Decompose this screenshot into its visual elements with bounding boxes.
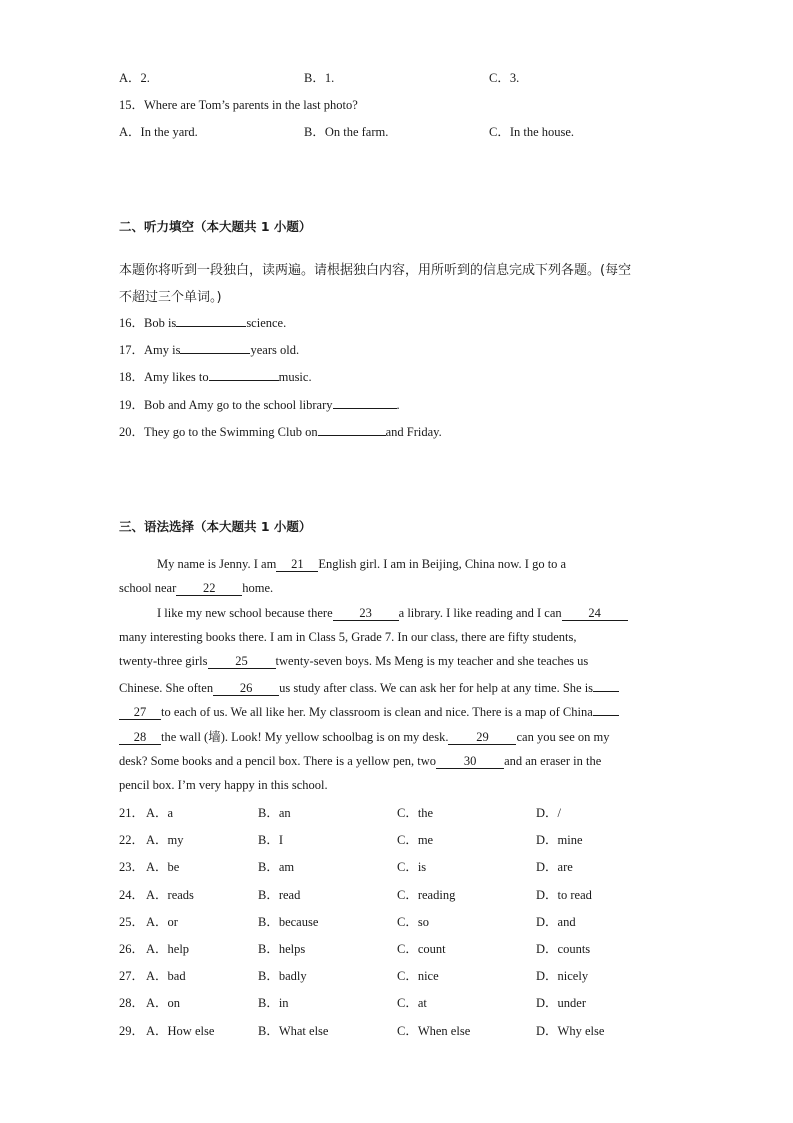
option-a[interactable]: A．be: [146, 860, 180, 874]
option-b[interactable]: B．What else: [258, 1024, 329, 1038]
option-b[interactable]: B．because: [258, 915, 319, 929]
option-a[interactable]: A．on: [146, 996, 181, 1010]
passage-blank-26: 26: [213, 682, 279, 696]
passage-blank-24: 24: [562, 607, 628, 621]
option-c[interactable]: C．reading: [397, 888, 456, 902]
option-b[interactable]: B．helps: [258, 942, 306, 956]
passage-blank-28-start: [593, 702, 619, 716]
passage-line-5: [119, 654, 679, 669]
passage-text: twenty-three girls: [119, 654, 208, 668]
fill-item-20-post: and Friday.: [385, 425, 442, 439]
passage-text: I like my new school because there: [157, 606, 333, 620]
question-number: 24．: [119, 888, 145, 902]
fill-blank-16[interactable]: [176, 313, 246, 327]
passage-text: the wall (墙). Look! My yellow schoolbag is on my desk.: [161, 730, 449, 744]
option-d[interactable]: D．under: [536, 996, 586, 1010]
passage-text: twenty-seven boys. Ms Meng is my teacher and she teaches us: [275, 654, 589, 668]
passage-text: to each of us. We all like her. My classroom is clean and nice. There is a map of China: [161, 705, 593, 719]
section2-instruction-line2: 不超过三个单词。): [119, 290, 222, 305]
passage-text: Chinese. She often: [119, 681, 214, 695]
q15-option-b: B．On the farm.: [304, 125, 389, 139]
passage-line-10: pencil box. I’m very happy in this school.: [119, 778, 328, 792]
passage-text: My name is Jenny. I am: [157, 557, 277, 571]
q15-option-a: A．In the yard.: [119, 125, 198, 139]
option-a[interactable]: A．bad: [146, 969, 186, 983]
option-c[interactable]: C．me: [397, 833, 434, 847]
option-c[interactable]: C．the: [397, 806, 434, 820]
option-b[interactable]: B．badly: [258, 969, 307, 983]
option-b[interactable]: B．in: [258, 996, 289, 1010]
passage-blank-30: 30: [436, 755, 504, 769]
passage-text: home.: [242, 581, 274, 595]
option-a[interactable]: A．reads: [146, 888, 194, 902]
fill-blank-20[interactable]: [318, 422, 386, 436]
fill-item-16-post: science.: [246, 316, 287, 330]
fill-item-19-pre: 19．Bob and Amy go to the school library: [119, 398, 333, 412]
question-number: 27．: [119, 969, 145, 983]
fill-item-17-pre: 17．Amy is: [119, 343, 181, 357]
option-c[interactable]: C．count: [397, 942, 446, 956]
option-b[interactable]: B．an: [258, 806, 291, 820]
passage-text: English girl. I am in Beijing, China now. I go to a: [318, 557, 567, 571]
option-d[interactable]: D．are: [536, 860, 573, 874]
passage-text: can you see on my: [516, 730, 610, 744]
passage-text: us study after class. We can ask her for help at any time. She is: [279, 681, 594, 695]
option-b[interactable]: B．read: [258, 888, 301, 902]
option-a[interactable]: A．help: [146, 942, 190, 956]
fill-blank-17[interactable]: [180, 340, 250, 354]
passage-line-8: [119, 727, 679, 745]
question-number: 29．: [119, 1024, 145, 1038]
q15-option-c: C．In the house.: [489, 125, 575, 139]
option-b[interactable]: B．I: [258, 833, 284, 847]
option-d[interactable]: D．nicely: [536, 969, 589, 983]
section3-title: 三、语法选择（本大题共 1 小题）: [119, 519, 312, 534]
passage-blank-28: 28: [119, 731, 161, 745]
fill-item-19-post: .: [396, 398, 400, 412]
option-a[interactable]: A．a: [146, 806, 174, 820]
section2-title: 二、听力填空（本大题共 1 小题）: [119, 219, 312, 234]
fill-item-20: [119, 422, 442, 440]
option-d[interactable]: D．counts: [536, 942, 591, 956]
passage-line-3: [157, 606, 717, 621]
passage-line-9: [119, 754, 679, 769]
option-d[interactable]: D．Why else: [536, 1024, 605, 1038]
passage-blank-27: 27: [119, 706, 161, 720]
fill-item-19: [119, 395, 400, 413]
option-d[interactable]: D．to read: [536, 888, 592, 902]
q14-option-c: C．3.: [489, 71, 520, 85]
section2-instruction-line1: 本题你将听到一段独白，读两遍。请根据独白内容，用所听到的信息完成下列各题。(每空: [119, 263, 632, 278]
option-d[interactable]: D．/: [536, 806, 562, 820]
fill-blank-19[interactable]: [333, 395, 397, 409]
option-c[interactable]: C．When else: [397, 1024, 471, 1038]
question-number: 26．: [119, 942, 145, 956]
fill-item-18: [119, 367, 312, 385]
option-a[interactable]: A．or: [146, 915, 178, 929]
passage-text: a library. I like reading and I can: [398, 606, 562, 620]
fill-item-16-pre: 16．Bob is: [119, 316, 177, 330]
fill-item-18-pre: 18．Amy likes to: [119, 370, 209, 384]
option-b[interactable]: B．am: [258, 860, 295, 874]
q14-option-a: A．2.: [119, 71, 150, 85]
passage-blank-25: 25: [208, 655, 276, 669]
fill-item-20-pre: 20．They go to the Swimming Club on: [119, 425, 318, 439]
option-c[interactable]: C．at: [397, 996, 427, 1010]
q14-option-b: B．1.: [304, 71, 335, 85]
passage-blank-27-start: [593, 678, 619, 692]
option-c[interactable]: C．is: [397, 860, 427, 874]
passage-line-1: [157, 557, 717, 572]
passage-text: school near: [119, 581, 177, 595]
question-number: 22．: [119, 833, 145, 847]
passage-line-2: [119, 581, 679, 596]
option-c[interactable]: C．so: [397, 915, 429, 929]
passage-text: and an eraser in the: [504, 754, 602, 768]
option-c[interactable]: C．nice: [397, 969, 439, 983]
question-number: 25．: [119, 915, 145, 929]
passage-line-6: [119, 678, 679, 696]
fill-item-16: [119, 313, 286, 331]
passage-text: desk? Some books and a pencil box. There is a yellow pen, two: [119, 754, 437, 768]
question-number: 28．: [119, 996, 145, 1010]
fill-item-18-post: music.: [278, 370, 312, 384]
passage-line-7: [119, 702, 679, 720]
question-number: 21．: [119, 806, 145, 820]
passage-line-4: many interesting books there. I am in Class 5, Grade 7. In our class, there are fifty students,: [119, 630, 577, 644]
fill-item-17: [119, 340, 299, 358]
passage-blank-22: 22: [176, 582, 242, 596]
option-d[interactable]: D．mine: [536, 833, 583, 847]
passage-blank-29: 29: [448, 731, 516, 745]
question-number: 23．: [119, 860, 145, 874]
q15-question: 15．Where are Tom’s parents in the last photo?: [119, 98, 358, 112]
option-d[interactable]: D．and: [536, 915, 576, 929]
fill-item-17-post: years old.: [250, 343, 300, 357]
passage-blank-21: 21: [276, 558, 318, 572]
option-a[interactable]: A．my: [146, 833, 184, 847]
fill-blank-18[interactable]: [209, 367, 279, 381]
passage-blank-23: 23: [333, 607, 399, 621]
option-a[interactable]: A．How else: [146, 1024, 215, 1038]
